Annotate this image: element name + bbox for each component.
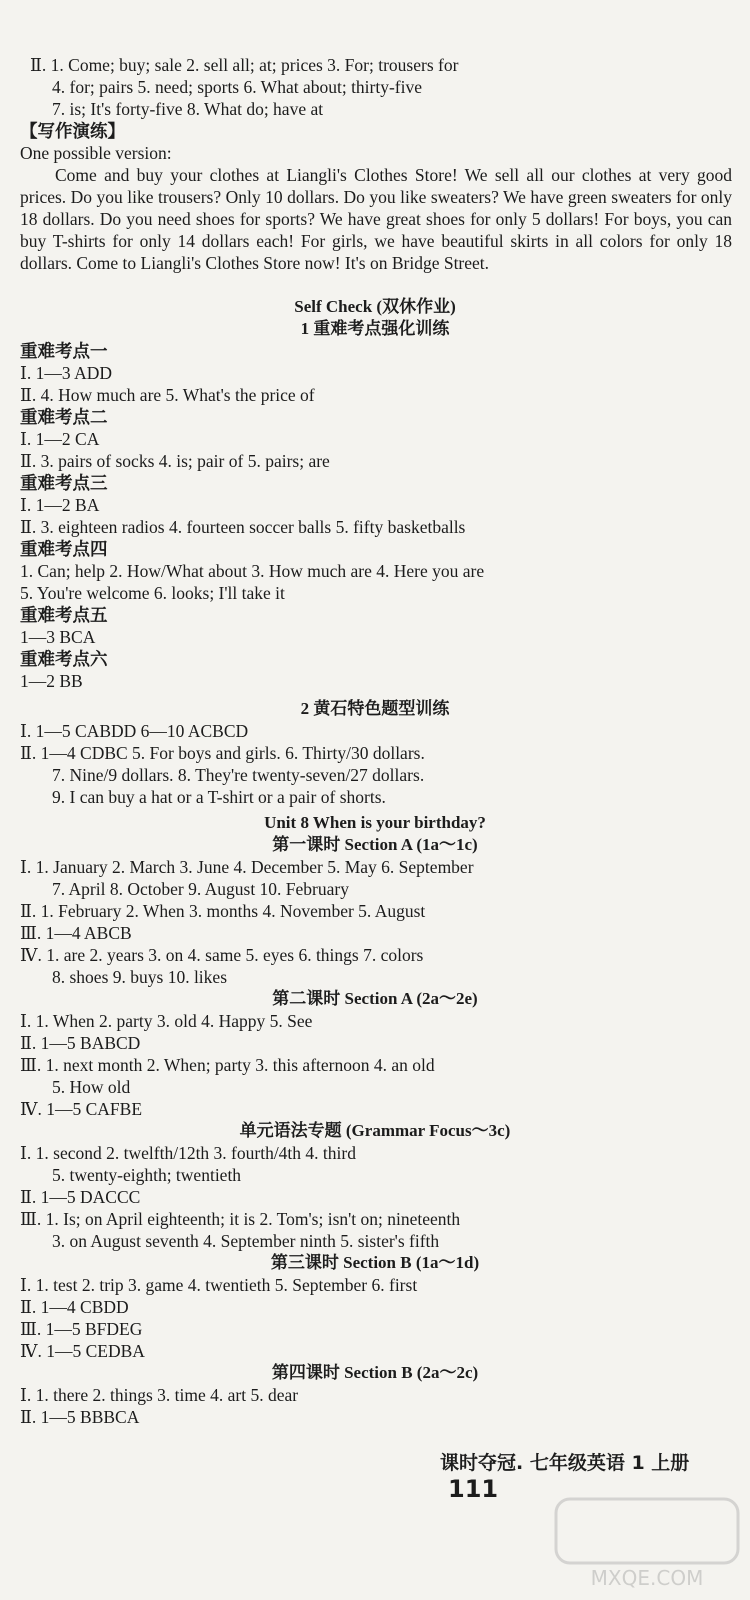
answer-line: 1—3 BCA: [20, 627, 96, 647]
answer-line: Ⅰ. 1. there 2. things 3. time 4. art 5. dear: [20, 1385, 299, 1405]
answer-line: 5. You're welcome 6. looks; I'll take it: [20, 583, 285, 603]
topic-heading: 重难考点五: [20, 605, 108, 625]
answer-line: Ⅱ. 1—5 DACCC: [20, 1187, 141, 1207]
essay-intro: One possible version:: [20, 143, 172, 163]
answer-line: Ⅱ. 1—4 CBDD: [20, 1297, 129, 1317]
lesson-title: 第三课时 Section B (1a～1d): [270, 1253, 480, 1272]
lesson-title: 第四课时 Section B (2a～2c): [271, 1363, 479, 1382]
answer-line: 4. for; pairs 5. need; sports 6. What about; thirty-five: [52, 77, 423, 97]
topic-heading: 重难考点二: [20, 407, 108, 427]
answer-line: Ⅰ. 1. When 2. party 3. old 4. Happy 5. See: [20, 1011, 313, 1031]
answer-line: Ⅰ. 1. test 2. trip 3. game 4. twentieth 5. September 6. first: [20, 1275, 418, 1295]
watermark-frame: [556, 1499, 738, 1563]
answer-line: Ⅱ. 4. How much are 5. What's the price of: [20, 385, 315, 405]
page-number: 111: [448, 1475, 499, 1503]
section-title: 2 黄石特色题型训练: [300, 699, 450, 718]
answer-line: 9. I can buy a hat or a T-shirt or a pair of shorts.: [52, 787, 386, 807]
grammar-title: 单元语法专题 (Grammar Focus～3c): [239, 1121, 511, 1140]
watermark-text: MXQE.COM: [590, 1566, 704, 1590]
answer-line: Ⅲ. 1. Is; on April eighteenth; it is 2. Tom's; isn't on; nineteenth: [20, 1209, 461, 1229]
answer-line: Ⅰ. 1—2 CA: [20, 429, 100, 449]
answer-line: Ⅰ. 1. January 2. March 3. June 4. December 5. May 6. September: [20, 857, 474, 877]
answer-line: Ⅱ. 3. pairs of socks 4. is; pair of 5. pairs; are: [20, 451, 330, 471]
unit-title: Unit 8 When is your birthday?: [264, 813, 486, 832]
answer-line: Ⅳ. 1—5 CEDBA: [20, 1341, 145, 1361]
answer-line: 7. April 8. October 9. August 10. February: [52, 879, 349, 899]
answer-line: Ⅲ. 1—4 ABCB: [20, 923, 132, 943]
topic-heading: 重难考点六: [20, 649, 108, 669]
answer-line: Ⅱ. 1. Come; buy; sale 2. sell all; at; prices 3. For; trousers for: [30, 55, 459, 75]
answer-line: 5. How old: [52, 1077, 131, 1097]
answer-line: Ⅱ. 1—5 BABCD: [20, 1033, 141, 1053]
answer-line: Ⅱ. 1—5 BBBCA: [20, 1407, 140, 1427]
answer-line: 7. Nine/9 dollars. 8. They're twenty-seven/27 dollars.: [52, 765, 425, 785]
topic-heading: 重难考点一: [20, 341, 108, 361]
watermark-logo: [552, 1495, 742, 1595]
topic-heading: 重难考点三: [20, 473, 108, 493]
answer-line: Ⅰ. 1—2 BA: [20, 495, 100, 515]
answer-line: 1. Can; help 2. How/What about 3. How much are 4. Here you are: [20, 561, 485, 581]
lesson-title: 第二课时 Section A (2a～2e): [272, 989, 478, 1008]
answer-line: 7. is; It's forty-five 8. What do; have at: [52, 99, 324, 119]
answer-line: 3. on August seventh 4. September ninth 5. sister's fifth: [52, 1231, 440, 1251]
answer-line: Ⅲ. 1. next month 2. When; party 3. this afternoon 4. an old: [20, 1055, 435, 1075]
answer-line: Ⅲ. 1—5 BFDEG: [20, 1319, 143, 1339]
section-title: 1 重难考点强化训练: [300, 319, 450, 338]
answer-line: Ⅰ. 1—5 CABDD 6—10 ACBCD: [20, 721, 249, 741]
answer-line: Ⅰ. 1—3 ADD: [20, 363, 112, 383]
answer-line: Ⅰ. 1. second 2. twelfth/12th 3. fourth/4th 4. third: [20, 1143, 356, 1163]
section-title: Self Check (双休作业): [294, 297, 456, 316]
answer-line: Ⅳ. 1—5 CAFBE: [20, 1099, 143, 1119]
answer-line: Ⅱ. 1—4 CDBC 5. For boys and girls. 6. Thirty/30 dollars.: [20, 743, 425, 763]
essay-text: Come and buy your clothes at Liangli's Clothes Store! We sell all our clothes at very good prices. Do you like trousers? Only 10 dollars. Do you like sweaters? We have green sweaters for only 18 dollars. Do you need shoes for sports? We have great shoes for only 5 dollars! For boys, you can buy T-shirts for only 14 dollars each! For girls, we have beautiful skirts in all colors for only 18 dollars. Come to Liangli's Clothes Store now! It's on Bridge Street.: [20, 165, 732, 273]
answer-line: 5. twenty-eighth; twentieth: [52, 1165, 242, 1185]
section-heading: 【写作演练】: [20, 121, 125, 141]
answer-line: 1—2 BB: [20, 671, 83, 691]
answer-line: 8. shoes 9. buys 10. likes: [52, 967, 227, 987]
book-title: 课时夺冠. 七年级英语 1 上册: [440, 1452, 690, 1474]
answer-line: Ⅱ. 3. eighteen radios 4. fourteen soccer balls 5. fifty basketballs: [20, 517, 466, 537]
topic-heading: 重难考点四: [20, 539, 108, 559]
answer-line: Ⅳ. 1. are 2. years 3. on 4. same 5. eyes 6. things 7. colors: [20, 945, 424, 965]
lesson-title: 第一课时 Section A (1a～1c): [272, 835, 478, 854]
sample-essay: [20, 164, 732, 274]
answer-line: Ⅱ. 1. February 2. When 3. months 4. November 5. August: [20, 901, 426, 921]
